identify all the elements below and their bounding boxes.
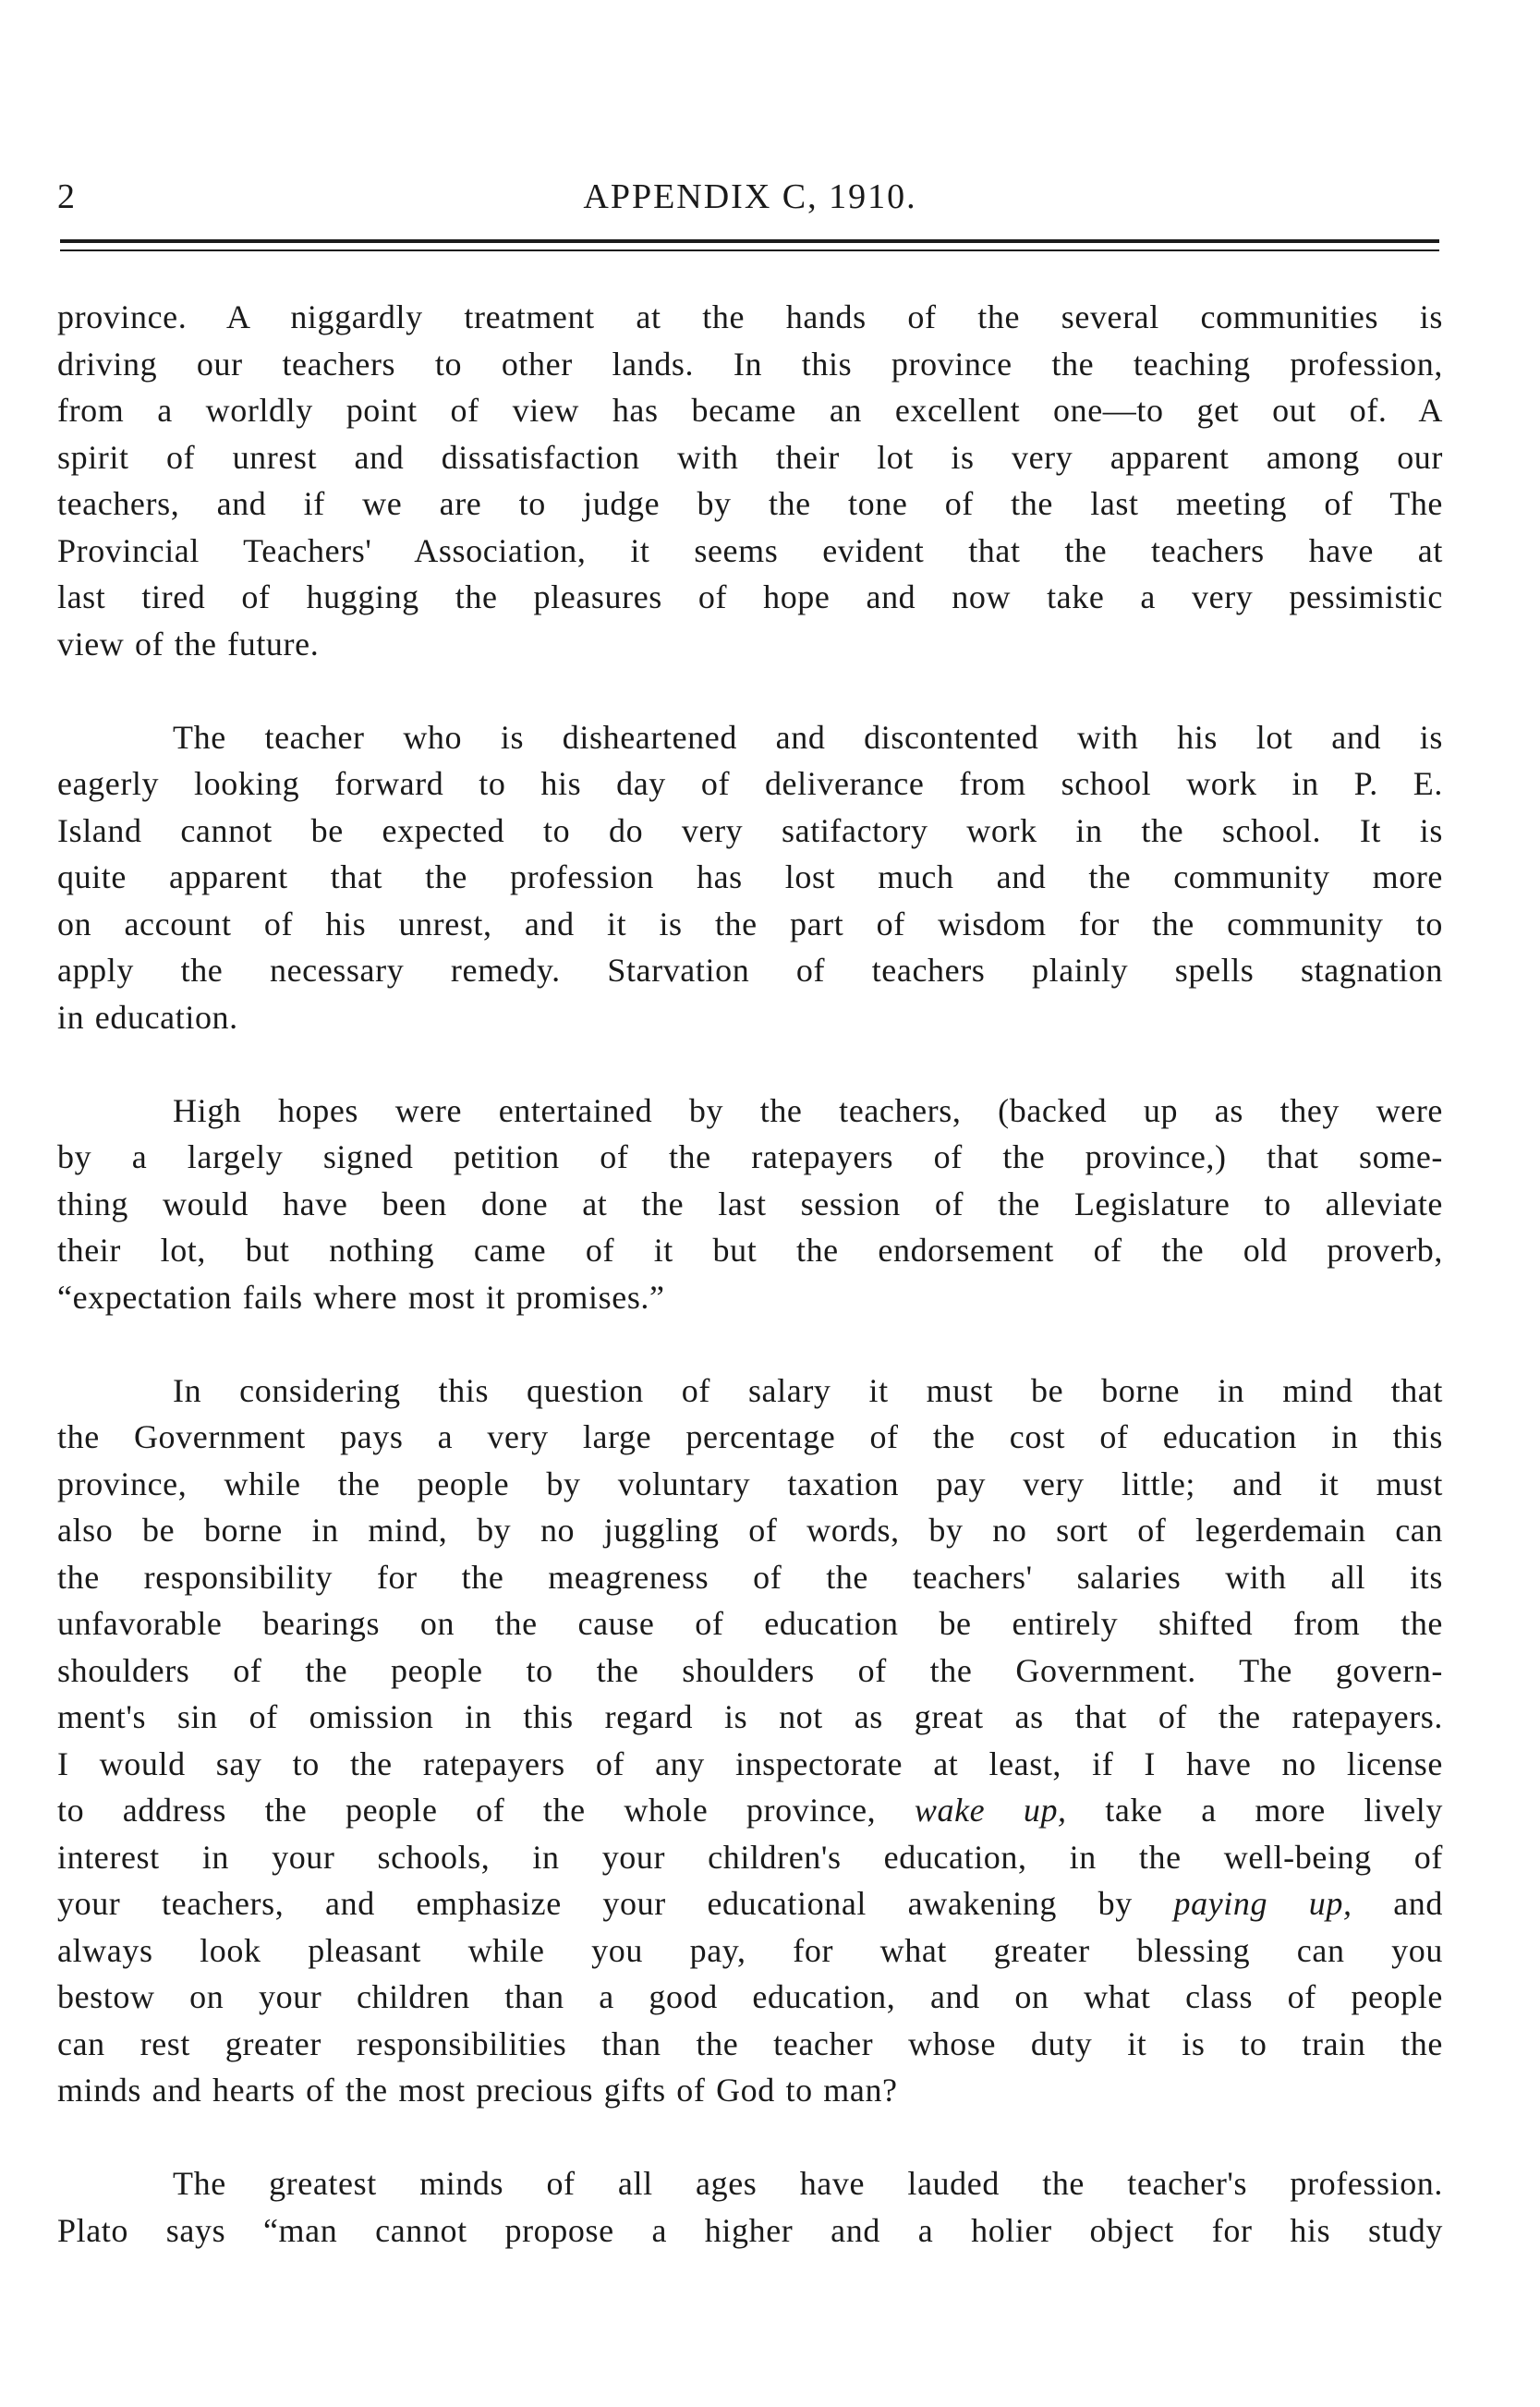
text-line: Island cannot be expected to do very satifactory work in the school. It is [57, 811, 1443, 849]
text-segment: take a more lively [1066, 1792, 1443, 1829]
text-line [57, 1880, 1443, 1927]
paragraph-gap [57, 2114, 1443, 2161]
paragraph-3 [57, 1088, 1443, 1321]
paragraph-gap [57, 667, 1443, 714]
italic-text: wake up, [914, 1792, 1067, 1829]
text-line: eagerly looking forward to his day of deliverance from school work in P. E. [57, 765, 1443, 802]
header-rule-thin [60, 249, 1439, 251]
text-line: ment's sin of omission in this regard is not as great as that of the ratepayers. [57, 1698, 1443, 1735]
text-line: driving our teachers to other lands. In this province the teaching profession, [57, 345, 1443, 383]
text-line: from a worldly point of view has became an excellent one—to get out of. A [57, 392, 1443, 429]
running-head: APPENDIX C, 1910. [583, 177, 917, 216]
text-line: shoulders of the people to the shoulders of the Government. The govern- [57, 1651, 1443, 1689]
text-line: thing would have been done at the last session of the Legislature to alleviate [57, 1185, 1443, 1222]
paragraph-1 [57, 294, 1443, 667]
text-line: “expectation fails where most it promises.” [57, 1278, 665, 1316]
text-line: The teacher who is disheartened and discontented with his lot and is [173, 718, 1443, 756]
text-line: Plato says “man cannot propose a higher and a holier object for his study [57, 2211, 1443, 2249]
text-line: view of the future. [57, 625, 320, 663]
text-line: apply the necessary remedy. Starvation of teachers plainly spells stagnation [57, 952, 1443, 989]
text-line: bestow on your children than a good education, and on what class of people [57, 1978, 1443, 2015]
text-line: by a largely signed petition of the ratepayers of the province,) that some- [57, 1138, 1443, 1175]
paragraph-4 [57, 1368, 1443, 2114]
text-line: spirit of unrest and dissatisfaction with their lot is very apparent among our [57, 438, 1443, 476]
text-line: last tired of hugging the pleasures of hope and now take a very pessimistic [57, 578, 1443, 615]
paragraph-gap [57, 1040, 1443, 1088]
italic-text: paying up, [1173, 1885, 1352, 1922]
text-line: can rest greater responsibilities than the teacher whose duty it is to train the [57, 2024, 1443, 2062]
paragraph-gap [57, 1320, 1443, 1368]
page-number: 2 [57, 177, 75, 216]
text-segment: to address the people of the whole province, [57, 1792, 915, 1829]
body-text [57, 294, 1443, 2254]
text-line: I would say to the ratepayers of any inspectorate at least, if I have no license [57, 1744, 1443, 1782]
text-line: province. A niggardly treatment at the hands of the several communities is [57, 298, 1443, 335]
text-line: province, while the people by voluntary taxation pay very little; and it must [57, 1465, 1443, 1502]
text-line: the Government pays a very large percentage of the cost of education in this [57, 1418, 1443, 1455]
text-line: Provincial Teachers' Association, it seems evident that the teachers have at [57, 531, 1443, 569]
text-line: minds and hearts of the most precious gifts of God to man? [57, 2072, 898, 2109]
text-line: The greatest minds of all ages have lauded the teacher's profession. [173, 2165, 1443, 2202]
text-line: their lot, but nothing came of it but the endorsement of the old proverb, [57, 1232, 1443, 1269]
text-segment: your teachers, and emphasize your educational awakening by [57, 1885, 1174, 1922]
text-line: In considering this question of salary it must be borne in mind that [173, 1371, 1443, 1409]
text-line: always look pleasant while you pay, for what greater blessing can you [57, 1931, 1443, 1969]
text-line: interest in your schools, in your children's education, in the well-being of [57, 1838, 1443, 1876]
paragraph-5 [57, 2160, 1443, 2254]
text-line: unfavorable bearings on the cause of education be entirely shifted from the [57, 1605, 1443, 1642]
paragraph-2 [57, 714, 1443, 1041]
page-header [57, 174, 1443, 220]
header-rule-thick [60, 239, 1439, 243]
text-segment: and [1352, 1885, 1443, 1922]
text-line: quite apparent that the profession has lost much and the community more [57, 858, 1443, 895]
text-line: on account of his unrest, and it is the part of wisdom for the community to [57, 905, 1443, 942]
text-line: teachers, and if we are to judge by the tone of the last meeting of The [57, 485, 1443, 522]
text-line: also be borne in mind, by no juggling of words, by no sort of legerdemain can [57, 1512, 1443, 1549]
text-line: in education. [57, 998, 238, 1036]
text-line: the responsibility for the meagreness of the teachers' salaries with all its [57, 1558, 1443, 1596]
text-line: High hopes were entertained by the teachers, (backed up as they were [173, 1091, 1443, 1129]
text-line [57, 1787, 1443, 1834]
